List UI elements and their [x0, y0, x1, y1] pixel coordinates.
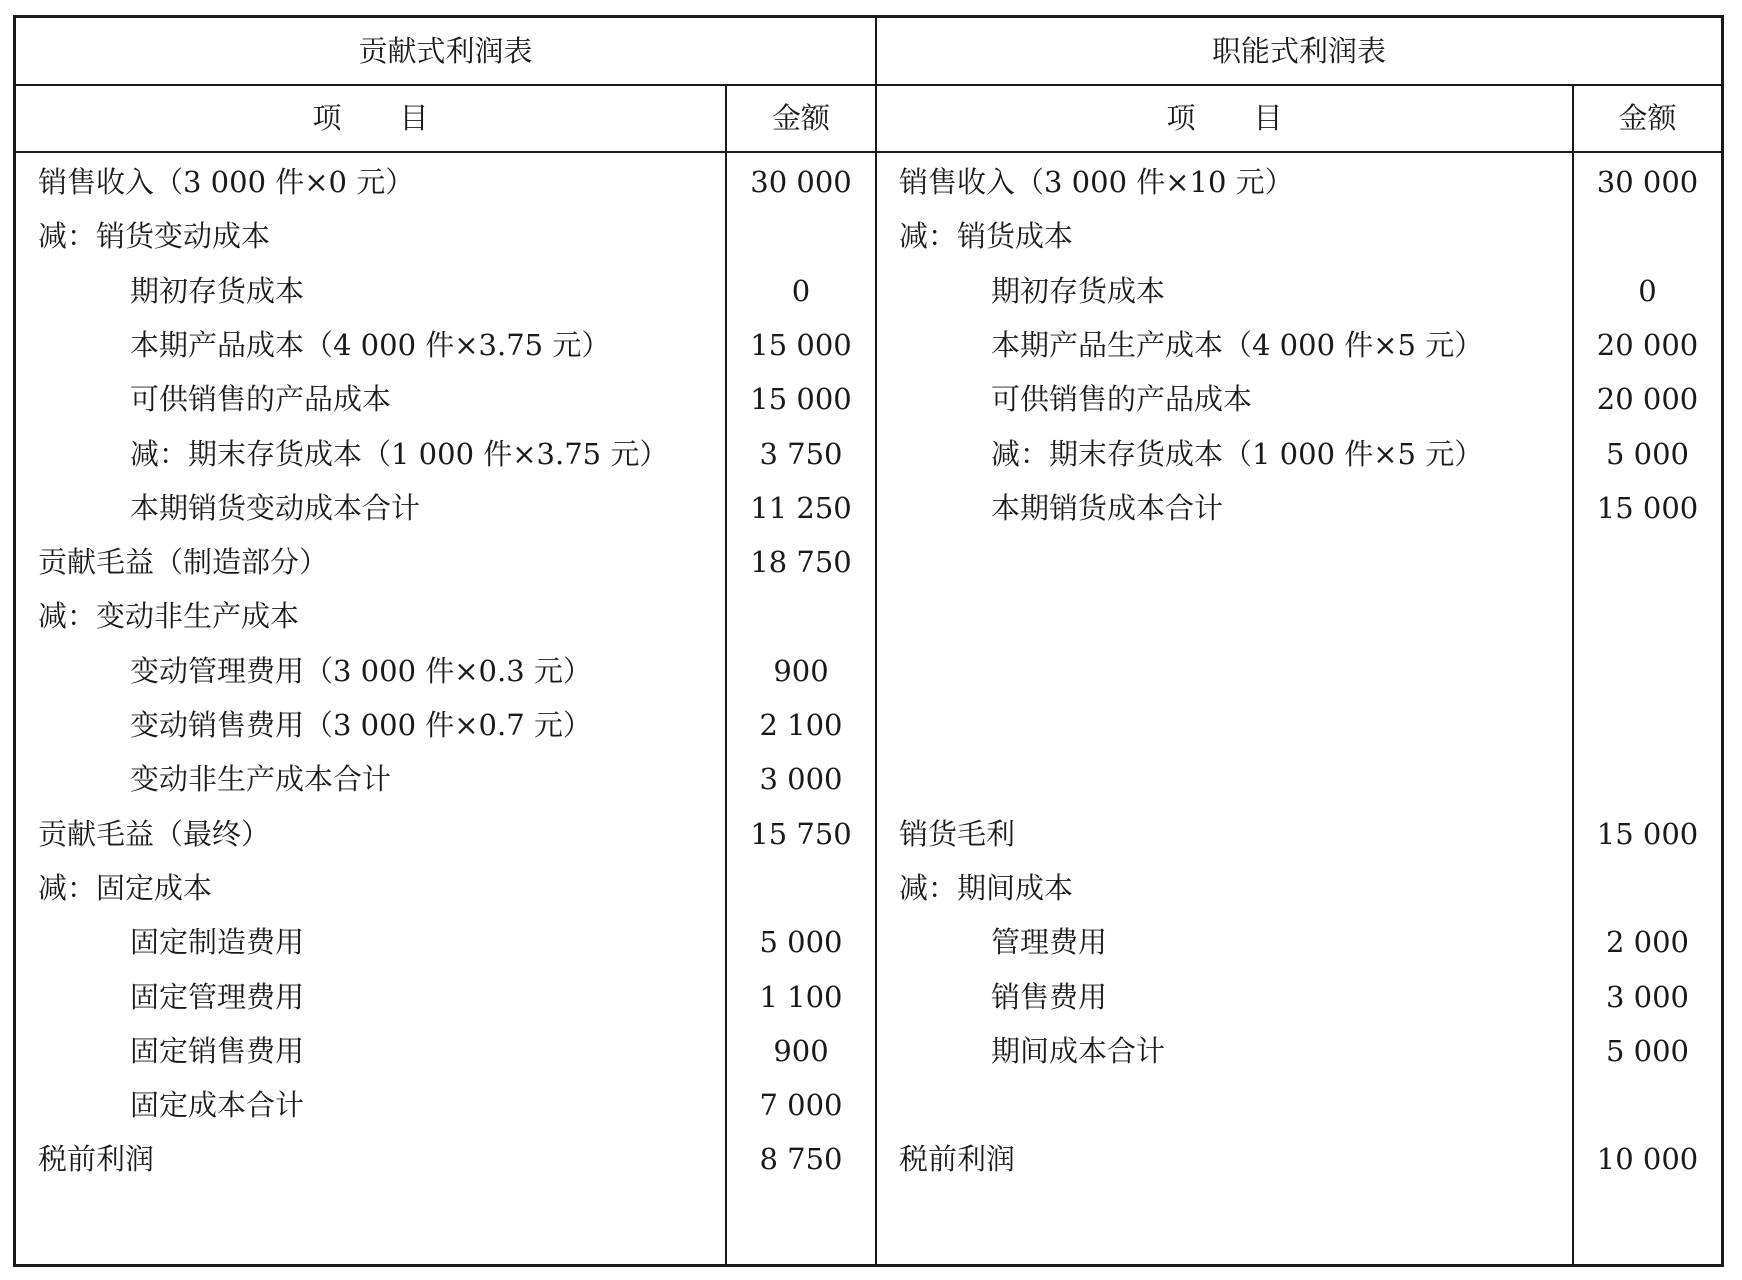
left-row-item: 固定销售费用: [130, 1033, 305, 1068]
left-row-amount: 3 750: [759, 436, 843, 471]
right-amount-header: 金额: [1618, 101, 1677, 135]
right-row-item: 销售费用: [991, 979, 1108, 1014]
left-row-item: 期初存货成本: [130, 273, 305, 308]
left-row-item: 减：期末存货成本（1 000 件×3.75 元）: [130, 436, 669, 471]
left-row-amount: 0: [791, 273, 811, 308]
right-row-amount: 0: [1638, 273, 1657, 308]
left-row-amount: 18 750: [750, 545, 852, 580]
left-row-amount: 1 100: [759, 979, 843, 1014]
left-row-amount: 15 000: [750, 327, 852, 362]
right-row-amount: 2 000: [1605, 925, 1690, 960]
income-statement-table: [13, 15, 1724, 1267]
left-row-amount: 7 000: [759, 1088, 843, 1123]
left-row-amount: 30 000: [750, 165, 852, 199]
right-row-item: 本期产品生产成本（4 000 件×5 元）: [991, 327, 1484, 362]
left-row-item: 变动非生产成本合计: [130, 762, 392, 797]
left-row-item: 本期产品成本（4 000 件×3.75 元）: [130, 327, 611, 362]
left-row-item: 销售收入（3 000 件×0 元）: [38, 165, 415, 199]
left-row-item: 变动销售费用（3 000 件×0.7 元）: [130, 708, 592, 742]
left-row-amount: 900: [773, 1033, 829, 1068]
right-row-item: 本期销货成本合计: [991, 490, 1224, 525]
right-table-title: 职能式利润表: [1211, 34, 1386, 68]
right-row-item: 销货毛利: [899, 816, 1016, 851]
left-row-amount: 3 000: [759, 762, 843, 797]
left-row-item: 可供销售的产品成本: [130, 382, 392, 417]
left-row-item: 税前利润: [38, 1142, 155, 1177]
right-row-amount: 20 000: [1596, 327, 1699, 362]
left-item-header: 项 目: [312, 101, 429, 135]
left-row-amount: 8 750: [759, 1142, 843, 1177]
left-row-amount: 15 750: [750, 816, 852, 851]
left-row-item: 固定管理费用: [130, 979, 305, 1014]
right-row-item: 可供销售的产品成本: [991, 382, 1253, 417]
left-row-amount: 5 000: [759, 925, 843, 960]
right-row-item: 管理费用: [991, 925, 1108, 960]
right-row-amount: 30 000: [1596, 165, 1699, 199]
left-amount-header: 金额: [771, 101, 830, 135]
right-item-header: 项 目: [1166, 101, 1283, 135]
right-row-item: 期初存货成本: [991, 273, 1166, 308]
right-row-amount: 10 000: [1596, 1142, 1699, 1177]
right-amount-divider: [1572, 86, 1574, 1264]
right-row-amount: 3 000: [1605, 979, 1690, 1014]
left-row-item: 贡献毛益（制造部分）: [38, 545, 329, 580]
left-row-item: 减：变动非生产成本: [38, 599, 300, 634]
left-row-item: 固定成本合计: [130, 1088, 305, 1123]
right-row-item: 减：期间成本: [899, 870, 1074, 905]
left-row-amount: 2 100: [759, 708, 843, 742]
title-row-divider: [16, 84, 1721, 86]
right-row-amount: 15 000: [1596, 816, 1699, 851]
left-row-amount: 15 000: [750, 382, 852, 417]
left-row-item: 贡献毛益（最终）: [38, 816, 271, 851]
left-row-item: 固定制造费用: [130, 925, 305, 960]
right-row-item: 税前利润: [899, 1142, 1016, 1177]
left-row-item: 减：销货变动成本: [38, 219, 271, 254]
left-row-item: 本期销货变动成本合计: [130, 490, 421, 525]
right-row-item: 减：销货成本: [899, 219, 1074, 254]
left-row-item: 减：固定成本: [38, 870, 213, 905]
left-row-amount: 900: [773, 653, 829, 688]
center-divider: [875, 18, 877, 1264]
right-row-amount: 5 000: [1605, 1033, 1690, 1068]
header-row-divider: [16, 151, 1721, 153]
left-row-item: 变动管理费用（3 000 件×0.3 元）: [130, 653, 592, 688]
right-row-item: 减：期末存货成本（1 000 件×5 元）: [991, 436, 1484, 471]
left-table-title: 贡献式利润表: [358, 34, 533, 68]
right-row-amount: 20 000: [1596, 382, 1699, 417]
right-row-item: 期间成本合计: [991, 1033, 1166, 1068]
right-row-amount: 15 000: [1596, 490, 1699, 525]
left-row-amount: 11 250: [750, 490, 852, 525]
right-row-amount: 5 000: [1605, 436, 1690, 471]
right-row-item: 销售收入（3 000 件×10 元）: [899, 165, 1294, 199]
